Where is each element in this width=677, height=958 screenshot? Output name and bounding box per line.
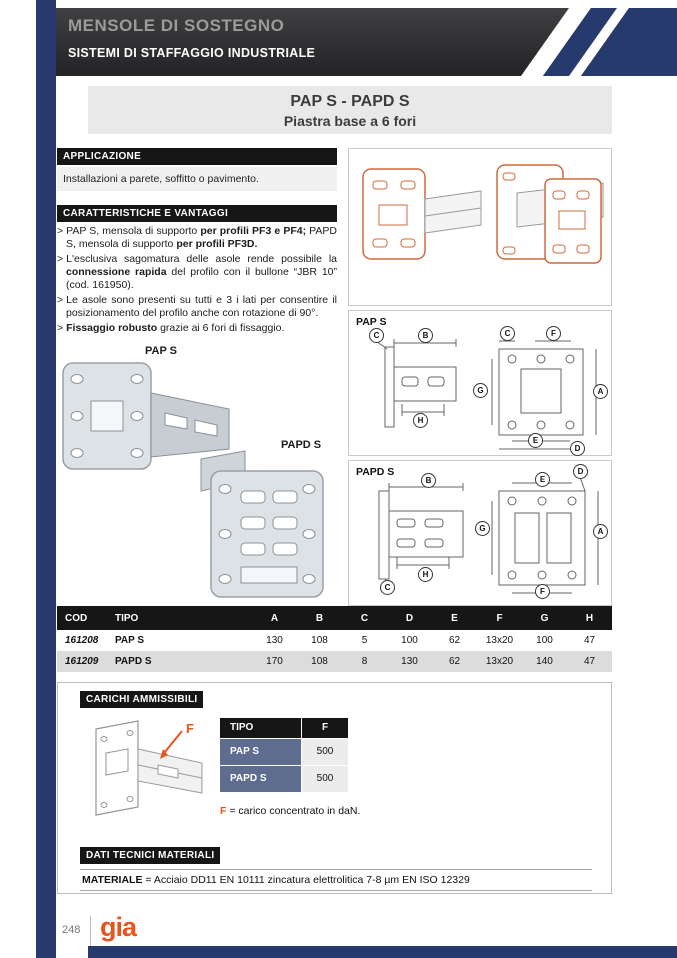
feature-text: Le asole sono presenti su tutti e 3 i lati per consentire il posizionamento del profilo anche con rotazione di 90°. [66, 294, 337, 319]
features-list [57, 225, 337, 335]
loads-figure [74, 713, 227, 835]
bullet-marker: > [57, 253, 64, 265]
dim-letter-b: B [418, 328, 433, 343]
feature-text-bold: per profili PF3 e PF4; [200, 225, 307, 237]
product-photos [57, 343, 337, 605]
loads-note-text: = carico concentrato in daN. [226, 805, 361, 817]
dim-letter-g: G [475, 521, 490, 536]
cell-cod: 161208 [65, 635, 99, 646]
dim-letter-b: B [421, 473, 436, 488]
cell-b: 108 [311, 656, 328, 667]
loads-cell-tipo: PAPD S [220, 766, 301, 792]
cell-h: 47 [583, 656, 596, 667]
cell-h: 47 [583, 635, 596, 646]
dim-letter-h: H [413, 413, 428, 428]
loads-cell-f: 500 [302, 739, 348, 765]
feature-item [57, 225, 337, 251]
pap-s-drawing-label: PAP S [356, 316, 387, 328]
pap-s-drawing-box [348, 310, 612, 456]
force-label: F [186, 721, 194, 736]
dim-letter-f: F [535, 584, 550, 599]
dimensions-table-header [57, 606, 612, 630]
cell-tipo: PAPD S [115, 656, 152, 667]
col-header-b: B [315, 612, 324, 624]
application-label: APPLICAZIONE [57, 148, 337, 165]
material-term: MATERIALE [82, 874, 143, 886]
dim-letter-g: G [473, 383, 488, 398]
cell-d: 100 [401, 635, 418, 646]
cell-g: 140 [536, 656, 553, 667]
feature-text-bold: per profili PF3D. [176, 238, 258, 250]
feature-item [57, 322, 337, 335]
feature-text-bold: connessione rapida [66, 266, 167, 278]
cell-cod: 161209 [65, 656, 99, 667]
col-header-d: D [405, 612, 414, 624]
papd-s-photo-label: PAPD S [281, 439, 322, 451]
material-text: = Acciaio DD11 EN 10111 zincatura elettrolitica 7-8 µm EN ISO 12329 [142, 874, 470, 886]
application-text: Installazioni a parete, soffitto o pavimento. [57, 167, 337, 191]
page-number: 248 [62, 924, 81, 936]
dim-letter-c: C [369, 328, 384, 343]
papd-s-drawing-box [348, 460, 612, 606]
loads-section [57, 682, 612, 894]
cell-g: 100 [536, 635, 553, 646]
col-header-tipo: TIPO [115, 612, 139, 624]
loads-label: CARICHI AMMISSIBILI [80, 691, 203, 708]
dim-letter-e: E [535, 472, 550, 487]
cell-f: 13x20 [485, 635, 514, 646]
dim-letter-e: E [528, 433, 543, 448]
dim-letter-c: C [380, 580, 395, 595]
cell-f: 13x20 [485, 656, 514, 667]
pap-s-photo-label: PAP S [145, 345, 177, 357]
cell-e: 62 [448, 656, 461, 667]
dim-letter-a: A [593, 524, 608, 539]
cell-d: 130 [401, 656, 418, 667]
col-header-f: F [496, 612, 503, 624]
dim-letter-d: D [570, 441, 585, 456]
col-header-a: A [270, 612, 279, 624]
left-accent-bar [36, 0, 56, 958]
loads-table-row [220, 766, 349, 792]
banner-diagonal-decoration [507, 8, 677, 76]
product-title-strip [88, 86, 612, 134]
section-title: MENSOLE DI SOSTEGNO [68, 16, 285, 35]
loads-col-tipo: TIPO [220, 718, 301, 738]
loads-table-row [220, 739, 349, 765]
render-drawing [349, 149, 611, 305]
table-row [57, 630, 612, 651]
cell-a: 130 [266, 635, 283, 646]
features-label: CARATTERISTICHE E VANTAGGI [57, 205, 337, 222]
loads-cell-tipo: PAP S [220, 739, 301, 765]
materials-label: DATI TECNICI MATERIALI [80, 847, 220, 864]
feature-item [57, 253, 337, 292]
gia-logo: gia [100, 912, 137, 942]
cell-c: 5 [361, 635, 368, 646]
col-header-cod: COD [65, 612, 88, 624]
page-header [56, 8, 677, 76]
feature-text: PAPD S, mensola di supporto [66, 225, 337, 250]
cell-tipo: PAP S [115, 635, 145, 646]
bullet-marker: > [57, 225, 64, 237]
papd-s-photo [193, 449, 343, 604]
section-subtitle: SISTEMI DI STAFFAGGIO INDUSTRIALE [68, 46, 316, 60]
loads-cell-f: 500 [302, 766, 348, 792]
bullet-marker: > [57, 294, 64, 306]
product-title: PAP S - PAPD S [290, 93, 410, 110]
feature-text: grazie ai 6 fori di fissaggio. [157, 322, 285, 334]
bullet-marker: > [57, 322, 64, 334]
loads-note [220, 805, 360, 817]
product-subtitle: Piastra base a 6 fori [283, 113, 417, 129]
loads-drawing [74, 713, 227, 835]
col-header-h: H [585, 612, 594, 624]
cell-e: 62 [448, 635, 461, 646]
dim-letter-f: F [546, 326, 561, 341]
material-spec [80, 869, 592, 891]
feature-text: del profilo con il bullone “JBR 10” (cod. 161950). [66, 266, 337, 291]
col-header-g: G [540, 612, 549, 624]
footer-divider [90, 916, 91, 946]
dim-letter-h: H [418, 567, 433, 582]
cell-c: 8 [361, 656, 368, 667]
loads-table [220, 717, 349, 792]
table-row [57, 651, 612, 672]
loads-col-f: F [302, 718, 348, 738]
feature-text-bold: Fissaggio robusto [66, 322, 158, 334]
cell-a: 170 [266, 656, 283, 667]
bottom-accent-bar [88, 946, 677, 958]
loads-note-symbol: F [220, 805, 227, 817]
feature-text: L'esclusiva sagomatura delle asole rende possibile la [66, 253, 337, 265]
dim-letter-c: C [500, 326, 515, 341]
dim-letter-a: A [593, 384, 608, 399]
left-column [57, 148, 337, 605]
col-header-e: E [451, 612, 458, 624]
col-header-c: C [360, 612, 369, 624]
feature-item [57, 294, 337, 320]
loads-table-header [220, 718, 349, 738]
render-box [348, 148, 612, 306]
dimensions-table [57, 606, 612, 672]
feature-text: PAP S, mensola di supporto [66, 225, 201, 237]
dim-letter-d: D [573, 464, 588, 479]
cell-b: 108 [311, 635, 328, 646]
papd-s-drawing-label: PAPD S [356, 466, 395, 478]
